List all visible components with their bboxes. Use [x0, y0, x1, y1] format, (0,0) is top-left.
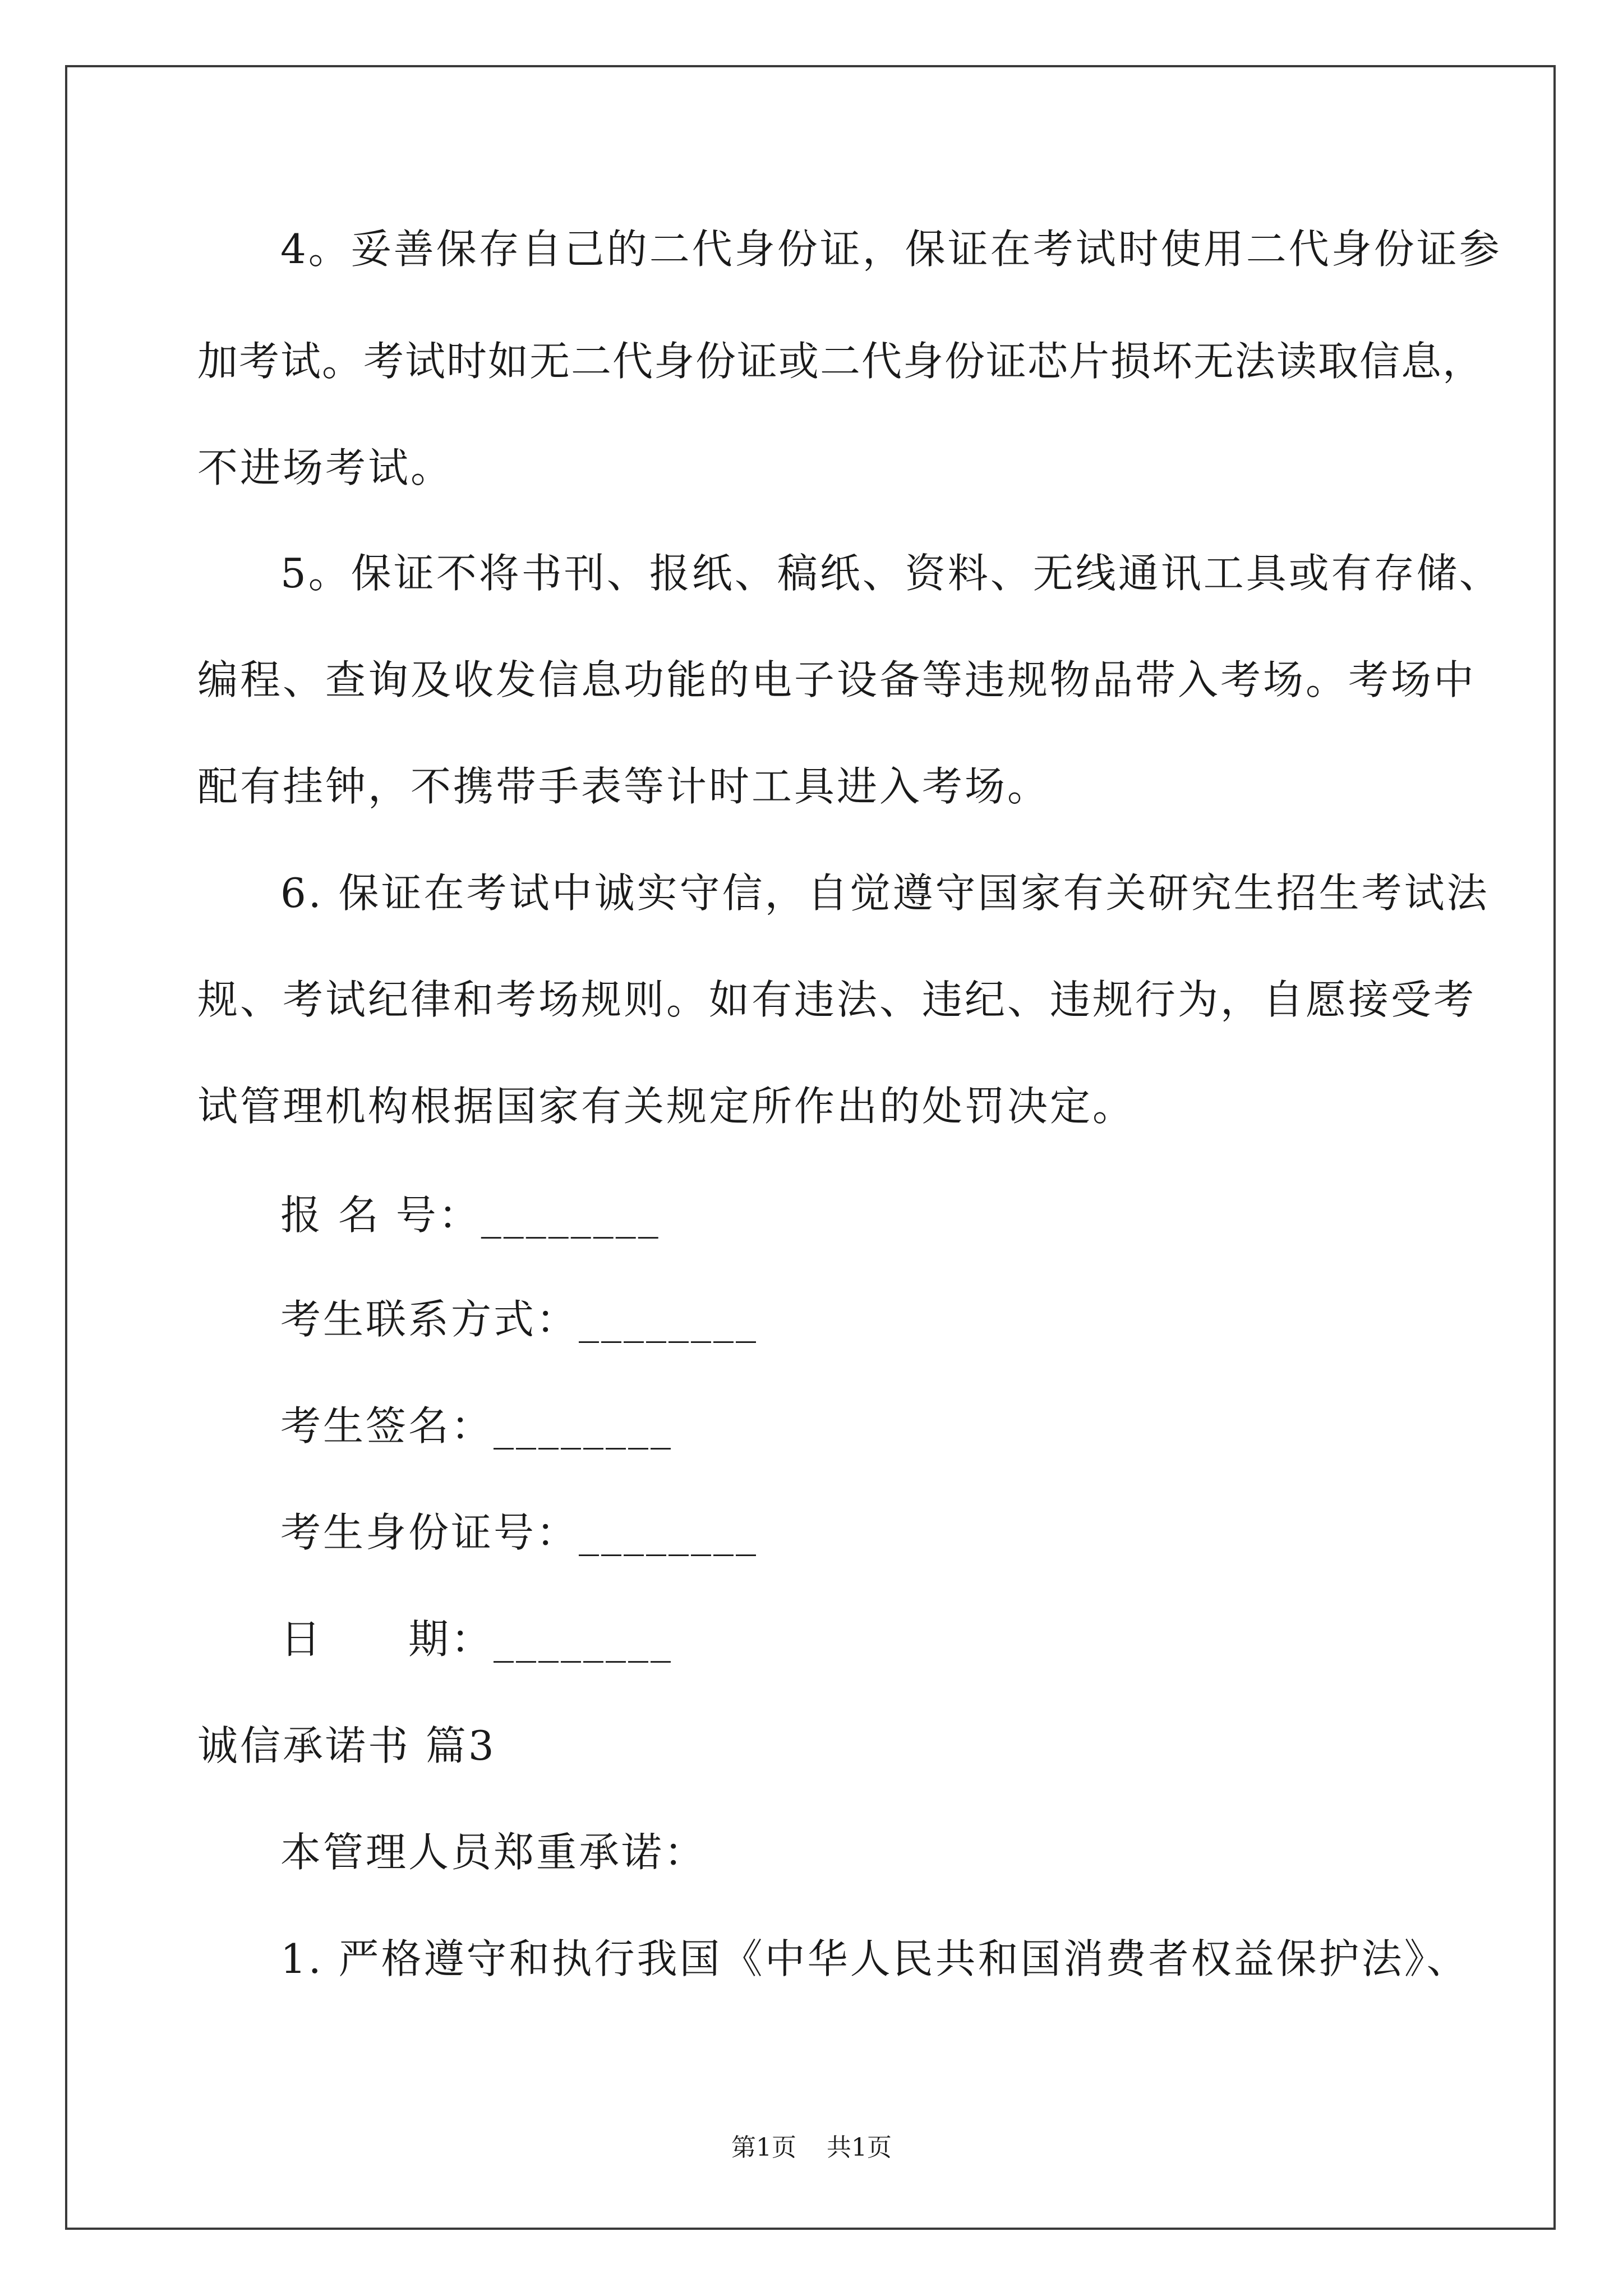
paragraph-5-line-2: 编程、查询及收发信息功能的电子设备等违规物品带入考场。考场中: [197, 656, 1477, 703]
section-heading: 诚信承诺书 篇3: [197, 1722, 496, 1769]
section-intro: 本管理人员郑重承诺：: [280, 1829, 707, 1876]
page-total: 共1页: [827, 2133, 892, 2162]
signature-field: 考生签名：________: [280, 1402, 674, 1450]
paragraph-5-line-3: 配有挂钟，不携带手表等计时工具进入考场。: [197, 763, 1050, 810]
paragraph-4-line-1: 4。妥善保存自己的二代身份证，保证在考试时使用二代身份证参: [280, 226, 1502, 273]
contact-field: 考生联系方式：________: [280, 1296, 759, 1343]
paragraph-6-line-1: 6. 保证在考试中诚实守信，自觉遵守国家有关研究生招生考试法: [280, 869, 1490, 917]
page-footer: [0, 2133, 1623, 2162]
paragraph-4-line-3: 不进场考试。: [197, 444, 454, 491]
section-item-1: 1. 严格遵守和执行我国《中华人民共和国消费者权益保护法》、: [280, 1935, 1469, 1982]
page-border: [65, 65, 1556, 2230]
page-number: 第1页: [731, 2133, 796, 2162]
paragraph-5-line-1: 5。保证不将书刊、报纸、稿纸、资料、无线通讯工具或有存储、: [280, 550, 1502, 597]
date-field: 日 期：________: [280, 1616, 674, 1663]
registration-number-field: 报 名 号：________: [280, 1191, 661, 1239]
paragraph-6-line-3: 试管理机构根据国家有关规定所作出的处罚决定。: [197, 1083, 1136, 1130]
paragraph-4-line-2: 加考试。考试时如无二代身份证或二代身份证芯片损坏无法读取信息，: [197, 338, 1484, 385]
id-number-field: 考生身份证号：________: [280, 1509, 759, 1556]
paragraph-6-line-2: 规、考试纪律和考场规则。如有违法、违纪、违规行为，自愿接受考: [197, 976, 1477, 1023]
